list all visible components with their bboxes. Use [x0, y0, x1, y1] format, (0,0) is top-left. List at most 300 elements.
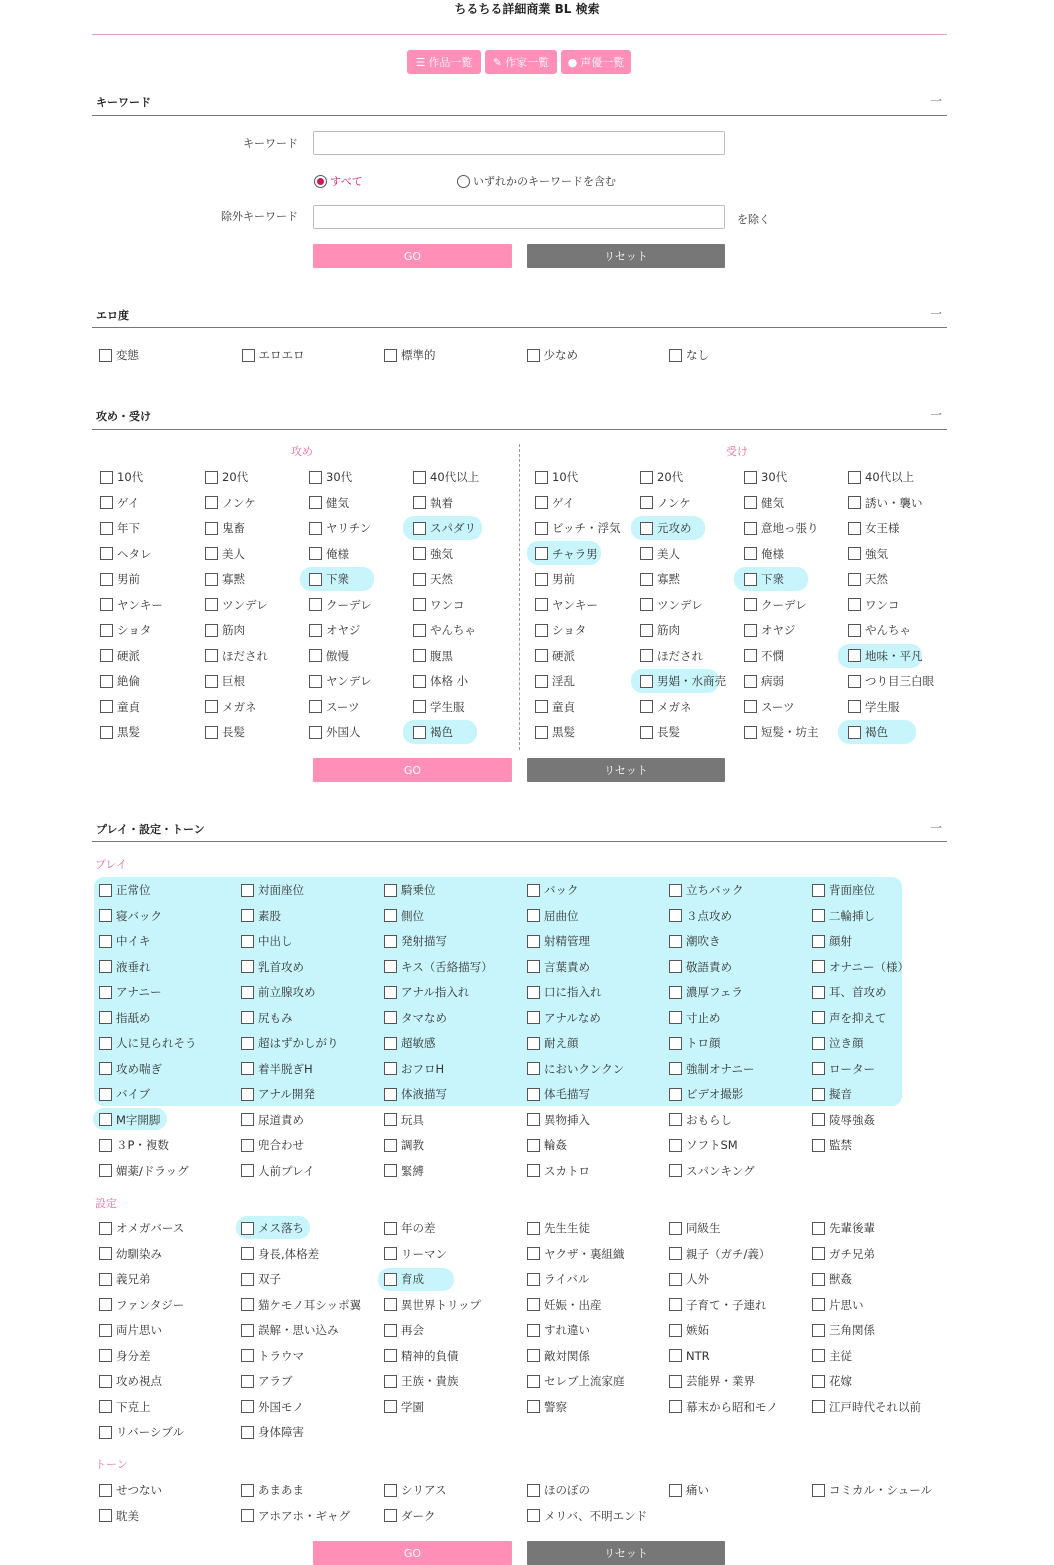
checkbox-square[interactable]: [384, 1247, 397, 1260]
setting-checkbox[interactable]: [241, 1218, 304, 1238]
setting-checkbox[interactable]: [527, 1269, 589, 1289]
checkbox-square[interactable]: [241, 1298, 254, 1311]
checkbox-square[interactable]: [669, 909, 682, 922]
play-checkbox[interactable]: [384, 982, 469, 1002]
uke-checkbox[interactable]: [848, 493, 923, 513]
uke-checkbox[interactable]: [535, 569, 575, 589]
setting-checkbox[interactable]: [527, 1218, 590, 1238]
seme-checkbox[interactable]: [309, 595, 372, 615]
radio-all-option[interactable]: [314, 173, 363, 189]
checkbox-square[interactable]: [205, 547, 218, 560]
checkbox-square[interactable]: [99, 1484, 112, 1497]
radio-any-button[interactable]: [457, 175, 470, 188]
checkbox-square[interactable]: [669, 1088, 682, 1101]
checkbox-square[interactable]: [669, 1222, 682, 1235]
checkbox-square[interactable]: [384, 1139, 397, 1152]
setting-checkbox[interactable]: [241, 1397, 304, 1417]
play-checkbox[interactable]: [669, 1059, 755, 1079]
checkbox-square[interactable]: [812, 884, 825, 897]
checkbox-square[interactable]: [241, 1247, 254, 1260]
seme-uke-reset-button[interactable]: リセット: [527, 758, 725, 782]
checkbox-square[interactable]: [309, 726, 322, 739]
checkbox-square[interactable]: [848, 573, 861, 586]
uke-checkbox[interactable]: [535, 595, 598, 615]
seme-checkbox[interactable]: [413, 544, 453, 564]
checkbox-square[interactable]: [413, 700, 426, 713]
checkbox-square[interactable]: [812, 1400, 825, 1413]
play-checkbox[interactable]: [669, 982, 743, 1002]
checkbox-square[interactable]: [744, 726, 757, 739]
checkbox-square[interactable]: [669, 349, 682, 362]
seme-checkbox[interactable]: [309, 544, 349, 564]
tone-checkbox[interactable]: [99, 1480, 162, 1500]
checkbox-square[interactable]: [640, 700, 653, 713]
setting-checkbox[interactable]: [384, 1320, 424, 1340]
checkbox-square[interactable]: [100, 573, 113, 586]
play-checkbox[interactable]: [812, 982, 887, 1002]
tone-checkbox[interactable]: [812, 1480, 932, 1500]
seme-checkbox[interactable]: [309, 493, 349, 513]
checkbox-square[interactable]: [527, 986, 540, 999]
checkbox-square[interactable]: [812, 1324, 825, 1337]
seme-checkbox[interactable]: [413, 646, 453, 666]
setting-checkbox[interactable]: [812, 1371, 852, 1391]
checkbox-square[interactable]: [640, 471, 653, 484]
checkbox-square[interactable]: [100, 649, 113, 662]
setting-checkbox[interactable]: [527, 1371, 625, 1391]
setting-checkbox[interactable]: [384, 1295, 481, 1315]
play-checkbox[interactable]: [669, 931, 721, 951]
uke-checkbox[interactable]: [848, 595, 900, 615]
checkbox-square[interactable]: [205, 522, 218, 535]
play-checkbox[interactable]: [384, 931, 447, 951]
authors-list-button[interactable]: [485, 50, 557, 74]
play-checkbox[interactable]: [384, 957, 493, 977]
exclude-keyword-input[interactable]: [313, 205, 725, 229]
checkbox-square[interactable]: [812, 1062, 825, 1075]
tone-checkbox[interactable]: [384, 1480, 447, 1500]
radio-any-option[interactable]: [457, 173, 616, 189]
checkbox-square[interactable]: [669, 1400, 682, 1413]
checkbox-square[interactable]: [384, 1164, 397, 1177]
uke-checkbox[interactable]: [744, 697, 794, 717]
play-checkbox[interactable]: [527, 982, 602, 1002]
play-checkbox[interactable]: [812, 1084, 852, 1104]
checkbox-square[interactable]: [812, 909, 825, 922]
checkbox-square[interactable]: [413, 726, 426, 739]
seme-checkbox[interactable]: [205, 493, 256, 513]
checkbox-square[interactable]: [535, 522, 548, 535]
seme-checkbox[interactable]: [413, 722, 453, 742]
setting-checkbox[interactable]: [99, 1371, 162, 1391]
checkbox-square[interactable]: [527, 1011, 540, 1024]
seme-checkbox[interactable]: [413, 518, 476, 538]
checkbox-square[interactable]: [413, 471, 426, 484]
uke-checkbox[interactable]: [848, 467, 914, 487]
checkbox-square[interactable]: [241, 1426, 254, 1439]
uke-checkbox[interactable]: [640, 518, 692, 538]
checkbox-square[interactable]: [669, 960, 682, 973]
radio-all-button[interactable]: [314, 175, 327, 188]
play-checkbox[interactable]: [384, 1008, 447, 1028]
setting-checkbox[interactable]: [384, 1218, 436, 1238]
checkbox-square[interactable]: [848, 649, 861, 662]
setting-checkbox[interactable]: [384, 1346, 459, 1366]
ero-checkbox[interactable]: [384, 345, 436, 365]
checkbox-square[interactable]: [384, 986, 397, 999]
uke-checkbox[interactable]: [535, 646, 575, 666]
uke-checkbox[interactable]: [640, 722, 680, 742]
checkbox-square[interactable]: [848, 471, 861, 484]
seme-checkbox[interactable]: [100, 697, 140, 717]
setting-checkbox[interactable]: [99, 1269, 151, 1289]
checkbox-square[interactable]: [384, 1088, 397, 1101]
play-checkbox[interactable]: [527, 1135, 567, 1155]
checkbox-square[interactable]: [812, 935, 825, 948]
play-checkbox[interactable]: [812, 1110, 875, 1130]
tone-checkbox[interactable]: [241, 1480, 304, 1500]
play-checkbox[interactable]: [669, 1135, 738, 1155]
checkbox-square[interactable]: [241, 1088, 254, 1101]
checkbox-square[interactable]: [744, 573, 757, 586]
checkbox-square[interactable]: [812, 986, 825, 999]
checkbox-square[interactable]: [100, 471, 113, 484]
checkbox-square[interactable]: [535, 624, 548, 637]
checkbox-square[interactable]: [640, 573, 653, 586]
play-checkbox[interactable]: [241, 1084, 315, 1104]
play-checkbox[interactable]: [99, 1084, 150, 1104]
checkbox-square[interactable]: [205, 726, 218, 739]
checkbox-square[interactable]: [241, 909, 254, 922]
checkbox-square[interactable]: [205, 675, 218, 688]
checkbox-square[interactable]: [812, 1011, 825, 1024]
checkbox-square[interactable]: [640, 547, 653, 560]
setting-checkbox[interactable]: [527, 1346, 590, 1366]
uke-checkbox[interactable]: [535, 722, 575, 742]
play-checkbox[interactable]: [812, 1033, 864, 1053]
checkbox-square[interactable]: [241, 960, 254, 973]
checkbox-square[interactable]: [640, 624, 653, 637]
checkbox-square[interactable]: [669, 986, 682, 999]
ero-checkbox[interactable]: [242, 345, 305, 365]
checkbox-square[interactable]: [384, 1349, 397, 1362]
checkbox-square[interactable]: [309, 496, 322, 509]
seme-checkbox[interactable]: [309, 646, 349, 666]
seme-checkbox[interactable]: [413, 493, 453, 513]
seme-checkbox[interactable]: [309, 518, 371, 538]
checkbox-square[interactable]: [640, 598, 653, 611]
play-checkbox[interactable]: [527, 1008, 601, 1028]
play-checkbox[interactable]: [241, 906, 281, 926]
play-checkbox[interactable]: [812, 880, 875, 900]
setting-checkbox[interactable]: [812, 1218, 875, 1238]
checkbox-square[interactable]: [413, 598, 426, 611]
checkbox-square[interactable]: [241, 1484, 254, 1497]
checkbox-square[interactable]: [669, 884, 682, 897]
setting-checkbox[interactable]: [527, 1320, 590, 1340]
checkbox-square[interactable]: [640, 675, 653, 688]
seme-checkbox[interactable]: [100, 671, 140, 691]
tone-checkbox[interactable]: [384, 1506, 436, 1526]
checkbox-square[interactable]: [309, 624, 322, 637]
checkbox-square[interactable]: [99, 1037, 112, 1050]
setting-checkbox[interactable]: [669, 1346, 710, 1366]
checkbox-square[interactable]: [413, 573, 426, 586]
seme-checkbox[interactable]: [309, 620, 360, 640]
checkbox-square[interactable]: [669, 1484, 682, 1497]
checkbox-square[interactable]: [812, 1037, 825, 1050]
seme-checkbox[interactable]: [413, 467, 479, 487]
checkbox-square[interactable]: [640, 496, 653, 509]
setting-checkbox[interactable]: [241, 1269, 281, 1289]
checkbox-square[interactable]: [535, 598, 548, 611]
checkbox-square[interactable]: [812, 1247, 825, 1260]
play-checkbox[interactable]: [384, 880, 436, 900]
voice-actors-list-button[interactable]: [561, 50, 631, 74]
checkbox-square[interactable]: [535, 496, 548, 509]
uke-checkbox[interactable]: [744, 595, 807, 615]
checkbox-square[interactable]: [241, 1062, 254, 1075]
setting-checkbox[interactable]: [99, 1218, 184, 1238]
checkbox-square[interactable]: [99, 1324, 112, 1337]
uke-checkbox[interactable]: [744, 569, 784, 589]
checkbox-square[interactable]: [527, 960, 540, 973]
checkbox-square[interactable]: [812, 1375, 825, 1388]
checkbox-square[interactable]: [413, 675, 426, 688]
checkbox-square[interactable]: [242, 349, 255, 362]
seme-checkbox[interactable]: [205, 467, 248, 487]
checkbox-square[interactable]: [848, 496, 861, 509]
seme-checkbox[interactable]: [100, 544, 152, 564]
play-checkbox[interactable]: [241, 982, 316, 1002]
checkbox-square[interactable]: [100, 726, 113, 739]
seme-checkbox[interactable]: [100, 518, 140, 538]
uke-checkbox[interactable]: [744, 620, 795, 640]
checkbox-square[interactable]: [100, 598, 113, 611]
play-checkbox[interactable]: [99, 1059, 162, 1079]
play-checkbox[interactable]: [99, 1110, 160, 1130]
uke-checkbox[interactable]: [848, 671, 934, 691]
checkbox-square[interactable]: [640, 726, 653, 739]
checkbox-square[interactable]: [527, 1273, 540, 1286]
setting-checkbox[interactable]: [384, 1244, 447, 1264]
play-checkbox[interactable]: [669, 906, 732, 926]
play-checkbox[interactable]: [812, 1059, 875, 1079]
checkbox-square[interactable]: [309, 700, 322, 713]
play-checkbox[interactable]: [812, 931, 852, 951]
setting-checkbox[interactable]: [669, 1244, 770, 1264]
checkbox-square[interactable]: [99, 1247, 112, 1260]
checkbox-square[interactable]: [812, 1139, 825, 1152]
checkbox-square[interactable]: [205, 471, 218, 484]
checkbox-square[interactable]: [812, 1273, 825, 1286]
checkbox-square[interactable]: [535, 471, 548, 484]
play-checkbox[interactable]: [527, 1084, 590, 1104]
uke-checkbox[interactable]: [640, 646, 703, 666]
play-checkbox[interactable]: [669, 1033, 721, 1053]
play-checkbox[interactable]: [527, 1110, 590, 1130]
checkbox-square[interactable]: [99, 1509, 112, 1522]
setting-checkbox[interactable]: [384, 1397, 424, 1417]
works-list-button[interactable]: [407, 50, 481, 74]
checkbox-square[interactable]: [527, 1375, 540, 1388]
checkbox-square[interactable]: [527, 1349, 540, 1362]
uke-checkbox[interactable]: [744, 518, 819, 538]
uke-checkbox[interactable]: [640, 544, 680, 564]
checkbox-square[interactable]: [99, 909, 112, 922]
checkbox-square[interactable]: [384, 935, 397, 948]
seme-checkbox[interactable]: [413, 697, 465, 717]
checkbox-square[interactable]: [99, 1088, 112, 1101]
checkbox-square[interactable]: [744, 547, 757, 560]
checkbox-square[interactable]: [848, 675, 861, 688]
uke-checkbox[interactable]: [640, 595, 703, 615]
play-checkbox[interactable]: [527, 957, 590, 977]
play-checkbox[interactable]: [812, 1135, 852, 1155]
setting-checkbox[interactable]: [812, 1295, 864, 1315]
setting-checkbox[interactable]: [241, 1244, 319, 1264]
play-checkbox[interactable]: [527, 906, 579, 926]
setting-checkbox[interactable]: [241, 1371, 293, 1391]
play-checkbox[interactable]: [527, 1059, 624, 1079]
tone-checkbox[interactable]: [99, 1506, 139, 1526]
play-collapse-toggle[interactable]: 一: [930, 821, 943, 835]
seme-checkbox[interactable]: [205, 595, 268, 615]
tone-checkbox[interactable]: [527, 1480, 590, 1500]
checkbox-square[interactable]: [99, 1164, 112, 1177]
checkbox-square[interactable]: [812, 1088, 825, 1101]
uke-checkbox[interactable]: [848, 697, 900, 717]
play-checkbox[interactable]: [669, 1008, 721, 1028]
checkbox-square[interactable]: [744, 649, 757, 662]
checkbox-square[interactable]: [309, 471, 322, 484]
seme-checkbox[interactable]: [309, 722, 361, 742]
setting-checkbox[interactable]: [527, 1397, 567, 1417]
setting-checkbox[interactable]: [669, 1397, 778, 1417]
checkbox-square[interactable]: [99, 1400, 112, 1413]
play-checkbox[interactable]: [99, 931, 151, 951]
checkbox-square[interactable]: [309, 649, 322, 662]
uke-checkbox[interactable]: [848, 646, 923, 666]
checkbox-square[interactable]: [241, 935, 254, 948]
checkbox-square[interactable]: [241, 1037, 254, 1050]
play-checkbox[interactable]: [384, 1110, 424, 1130]
checkbox-square[interactable]: [812, 1113, 825, 1126]
seme-checkbox[interactable]: [205, 569, 245, 589]
play-checkbox[interactable]: [384, 906, 424, 926]
play-checkbox[interactable]: [99, 1135, 169, 1155]
play-reset-button[interactable]: リセット: [527, 1541, 725, 1565]
ero-checkbox[interactable]: [99, 345, 139, 365]
checkbox-square[interactable]: [535, 726, 548, 739]
checkbox-square[interactable]: [205, 624, 218, 637]
checkbox-square[interactable]: [744, 522, 757, 535]
checkbox-square[interactable]: [241, 1164, 254, 1177]
setting-checkbox[interactable]: [384, 1371, 459, 1391]
checkbox-square[interactable]: [241, 884, 254, 897]
checkbox-square[interactable]: [205, 649, 218, 662]
checkbox-square[interactable]: [535, 675, 548, 688]
checkbox-square[interactable]: [205, 573, 218, 586]
uke-checkbox[interactable]: [744, 493, 784, 513]
checkbox-square[interactable]: [535, 649, 548, 662]
checkbox-square[interactable]: [384, 1375, 397, 1388]
uke-checkbox[interactable]: [535, 518, 621, 538]
checkbox-square[interactable]: [241, 1375, 254, 1388]
play-checkbox[interactable]: [527, 1161, 590, 1181]
play-checkbox[interactable]: [812, 906, 875, 926]
setting-checkbox[interactable]: [812, 1397, 921, 1417]
play-checkbox[interactable]: [527, 1033, 579, 1053]
checkbox-square[interactable]: [527, 1324, 540, 1337]
seme-checkbox[interactable]: [100, 493, 139, 513]
play-checkbox[interactable]: [384, 1084, 447, 1104]
seme-uke-collapse-toggle[interactable]: 一: [930, 408, 943, 422]
checkbox-square[interactable]: [100, 700, 113, 713]
checkbox-square[interactable]: [527, 884, 540, 897]
uke-checkbox[interactable]: [744, 671, 784, 691]
checkbox-square[interactable]: [669, 1375, 682, 1388]
seme-checkbox[interactable]: [205, 544, 245, 564]
checkbox-square[interactable]: [744, 624, 757, 637]
setting-checkbox[interactable]: [527, 1244, 625, 1264]
uke-checkbox[interactable]: [848, 544, 888, 564]
checkbox-square[interactable]: [241, 1400, 254, 1413]
setting-checkbox[interactable]: [99, 1320, 162, 1340]
uke-checkbox[interactable]: [744, 467, 787, 487]
play-checkbox[interactable]: [669, 957, 732, 977]
setting-checkbox[interactable]: [812, 1244, 875, 1264]
checkbox-square[interactable]: [527, 1484, 540, 1497]
checkbox-square[interactable]: [99, 1349, 112, 1362]
play-checkbox[interactable]: [241, 1135, 304, 1155]
checkbox-square[interactable]: [241, 1139, 254, 1152]
checkbox-square[interactable]: [527, 935, 540, 948]
checkbox-square[interactable]: [100, 522, 113, 535]
play-checkbox[interactable]: [241, 1033, 339, 1053]
checkbox-square[interactable]: [527, 1247, 540, 1260]
play-checkbox[interactable]: [812, 957, 909, 977]
checkbox-square[interactable]: [669, 1011, 682, 1024]
play-checkbox[interactable]: [241, 880, 304, 900]
checkbox-square[interactable]: [241, 1509, 254, 1522]
checkbox-square[interactable]: [413, 649, 426, 662]
checkbox-square[interactable]: [535, 547, 548, 560]
play-checkbox[interactable]: [241, 1110, 304, 1130]
checkbox-square[interactable]: [848, 547, 861, 560]
play-checkbox[interactable]: [669, 1084, 743, 1104]
checkbox-square[interactable]: [99, 1011, 112, 1024]
seme-checkbox[interactable]: [309, 697, 359, 717]
setting-checkbox[interactable]: [384, 1269, 424, 1289]
seme-checkbox[interactable]: [309, 671, 372, 691]
uke-checkbox[interactable]: [535, 544, 598, 564]
seme-checkbox[interactable]: [205, 620, 245, 640]
uke-checkbox[interactable]: [535, 493, 574, 513]
checkbox-square[interactable]: [384, 1037, 397, 1050]
checkbox-square[interactable]: [384, 1062, 397, 1075]
checkbox-square[interactable]: [812, 1484, 825, 1497]
checkbox-square[interactable]: [527, 349, 540, 362]
play-checkbox[interactable]: [241, 957, 304, 977]
keyword-go-button[interactable]: GO: [313, 244, 512, 268]
keyword-collapse-toggle[interactable]: 一: [930, 94, 943, 108]
checkbox-square[interactable]: [669, 1113, 682, 1126]
checkbox-square[interactable]: [384, 1113, 397, 1126]
seme-checkbox[interactable]: [413, 595, 465, 615]
setting-checkbox[interactable]: [669, 1218, 721, 1238]
setting-checkbox[interactable]: [669, 1269, 709, 1289]
